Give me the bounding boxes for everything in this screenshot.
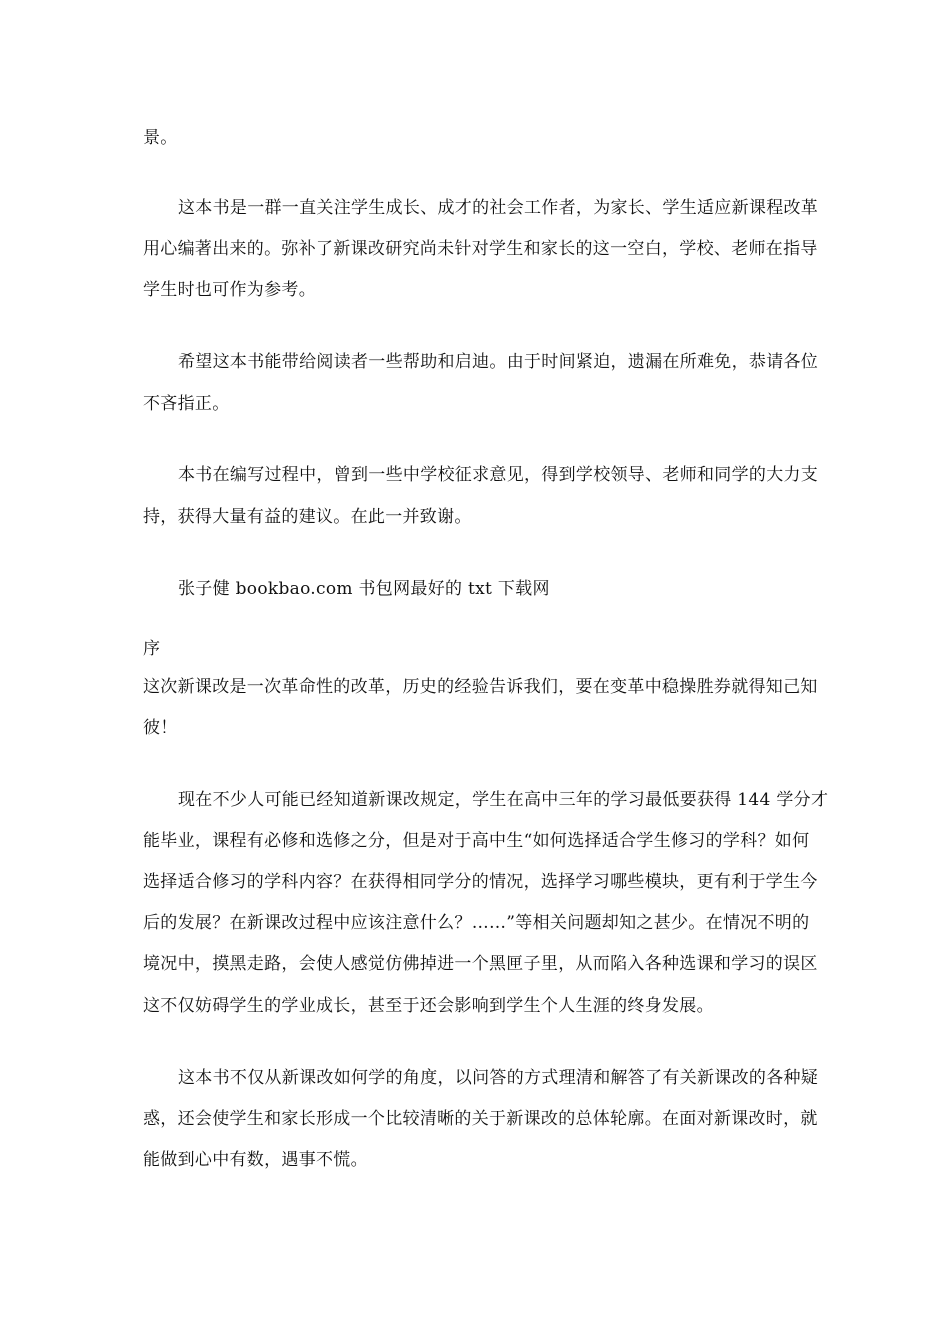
paragraph-line: 这本书是一群一直关注学生成长、成才的社会工作者，为家长、学生适应新课程改革: [178, 198, 819, 218]
paragraph-line: 本书在编写过程中，曾到一些中学校征求意见，得到学校领导、老师和同学的大力支: [178, 465, 819, 485]
paragraph-line: 后的发展？在新课改过程中应该注意什么？……”等相关问题却知之甚少。在情况不明的: [143, 913, 810, 933]
paragraph-line: 彼！: [143, 718, 178, 738]
paragraph-line: 惑，还会使学生和家长形成一个比较清晰的关于新课改的总体轮廓。在面对新课改时，就: [143, 1109, 818, 1129]
paragraph-line: 选择适合修习的学科内容？在获得相同学分的情况，选择学习哪些模块，更有利于学生今: [143, 872, 818, 892]
paragraph-line: 持，获得大量有益的建议。在此一并致谢。: [143, 507, 472, 527]
paragraph-line: 这不仅妨碍学生的学业成长，甚至于还会影响到学生个人生涯的终身发展。: [143, 996, 714, 1016]
paragraph-line: 境况中，摸黑走路，会使人感觉仿佛掉进一个黑匣子里，从而陷入各种选课和学习的误区: [143, 954, 818, 974]
paragraph-line: 这次新课改是一次革命性的改革，历史的经验告诉我们，要在变革中稳操胜券就得知己知: [143, 677, 818, 697]
section-heading: 序: [143, 639, 161, 659]
paragraph-line: 这本书不仅从新课改如何学的角度，以问答的方式理清和解答了有关新课改的各种疑: [178, 1068, 819, 1088]
paragraph-line: 希望这本书能带给阅读者一些帮助和启迪。由于时间紧迫，遗漏在所难免，恭请各位: [178, 352, 819, 372]
author-signature-line: 张子健 bookbao.com 书包网最好的 txt 下载网: [178, 579, 550, 599]
paragraph-line: 学生时也可作为参考。: [143, 280, 316, 300]
paragraph-continuation-line: 景。: [143, 128, 178, 148]
paragraph-line: 不吝指正。: [143, 394, 230, 414]
paragraph-line: 能毕业，课程有必修和选修之分，但是对于高中生“如何选择适合学生修习的学科？如何: [143, 831, 810, 851]
paragraph-line: 现在不少人可能已经知道新课改规定，学生在高中三年的学习最低要获得 144 学分才: [178, 790, 829, 810]
paragraph-line: 用心编著出来的。弥补了新课改研究尚未针对学生和家长的这一空白，学校、老师在指导: [143, 239, 818, 259]
paragraph-line: 能做到心中有数，遇事不慌。: [143, 1150, 368, 1170]
